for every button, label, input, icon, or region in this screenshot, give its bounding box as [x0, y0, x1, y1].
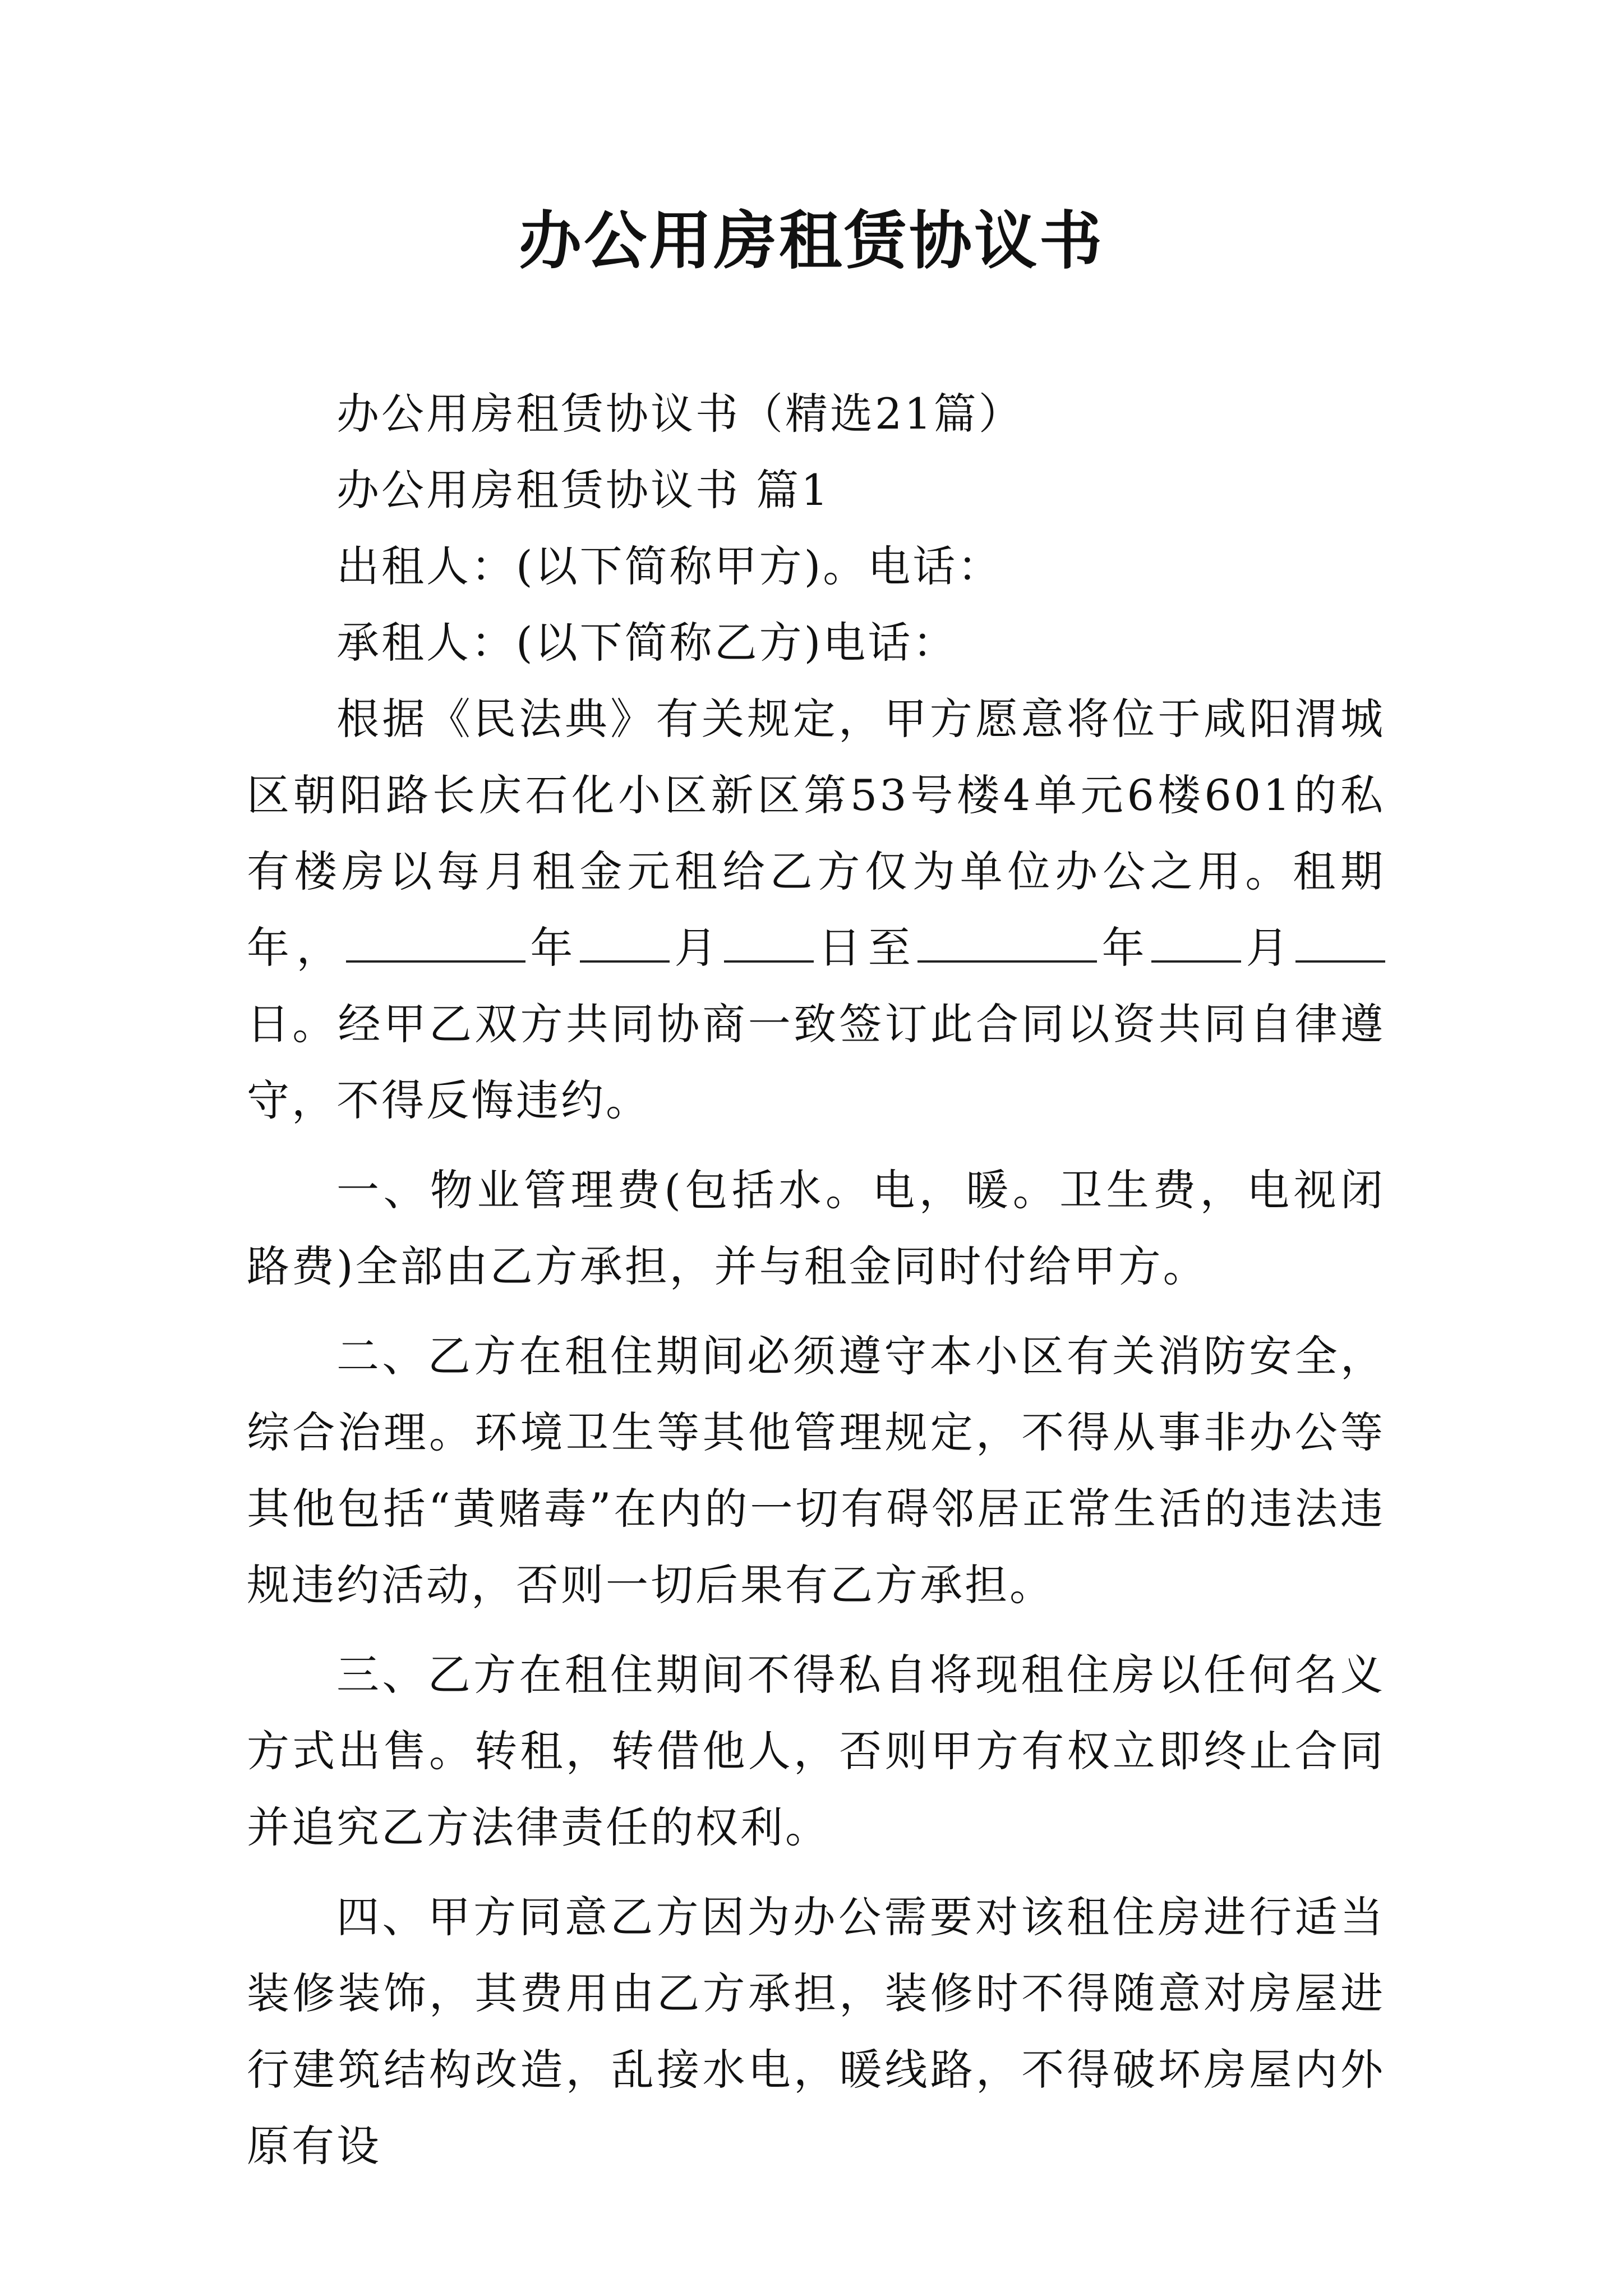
lessee-line: 承租人：(以下简称乙方)电话：	[336, 618, 958, 668]
lessor-line: 出租人：(以下简称甲方)。电话：	[336, 541, 1003, 591]
date-month-label: 月	[669, 923, 724, 973]
clause-2: 二、乙方在租住期间必须遵守本小区有关消防安全，综合治理。环境卫生等其他管理规定，不得从事非办公等其他包括“黄赌毒”在内的一切有碍邻居正常生活的违法违规违约活动，否则一切后果有乙方承担。	[247, 1331, 1385, 1610]
blank-year-start	[346, 921, 525, 963]
intro-paragraph	[247, 681, 1385, 1139]
date-year-end-label: 年	[1097, 923, 1152, 973]
section-heading: 办公用房租赁协议书 篇1	[336, 465, 831, 515]
blank-day-start	[724, 921, 814, 963]
subtitle: 办公用房租赁协议书（精选21篇）	[336, 389, 1023, 439]
document-title: 办公用房租赁协议书	[519, 204, 1104, 278]
clause-1: 一、物业管理费(包括水。电，暖。卫生费，电视闭路费)全部由乙方承担，并与租金同时付给甲方。	[247, 1165, 1385, 1291]
blank-day-end	[1295, 921, 1385, 963]
clause-4: 四、甲方同意乙方因为办公需要对该租住房进行适当装修装饰，其费用由乙方承担，装修时不得随意对房屋进行建筑结构改造，乱接水电，暖线路，不得破坏房屋内外原有设	[247, 1892, 1385, 2171]
blank-month-start	[580, 921, 670, 963]
clause-3: 三、乙方在租住期间不得私自将现租住房以任何名义方式出售。转租，转借他人，否则甲方有权立即终止合同并追究乙方法律责任的权利。	[247, 1650, 1385, 1852]
blank-year-end	[917, 921, 1097, 963]
date-year-label: 年	[525, 923, 580, 973]
date-month-end-label: 月	[1241, 923, 1296, 973]
date-day-to-label: 日至	[813, 923, 918, 973]
intro-text: 根据《民法典》有关规定，甲方愿意将位于咸阳渭城区朝阳路长庆石化小区新区第53号楼4单元6楼601的私有楼房以每月租金元租给乙方仅为单位办公之用。租期年，	[247, 694, 1385, 973]
document-body	[247, 376, 1385, 2184]
intro-conclusion: 日。经甲乙双方共同协商一致签订此合同以资共同自律遵守，不得反悔违约。	[247, 999, 1385, 1125]
blank-month-end	[1151, 921, 1241, 963]
